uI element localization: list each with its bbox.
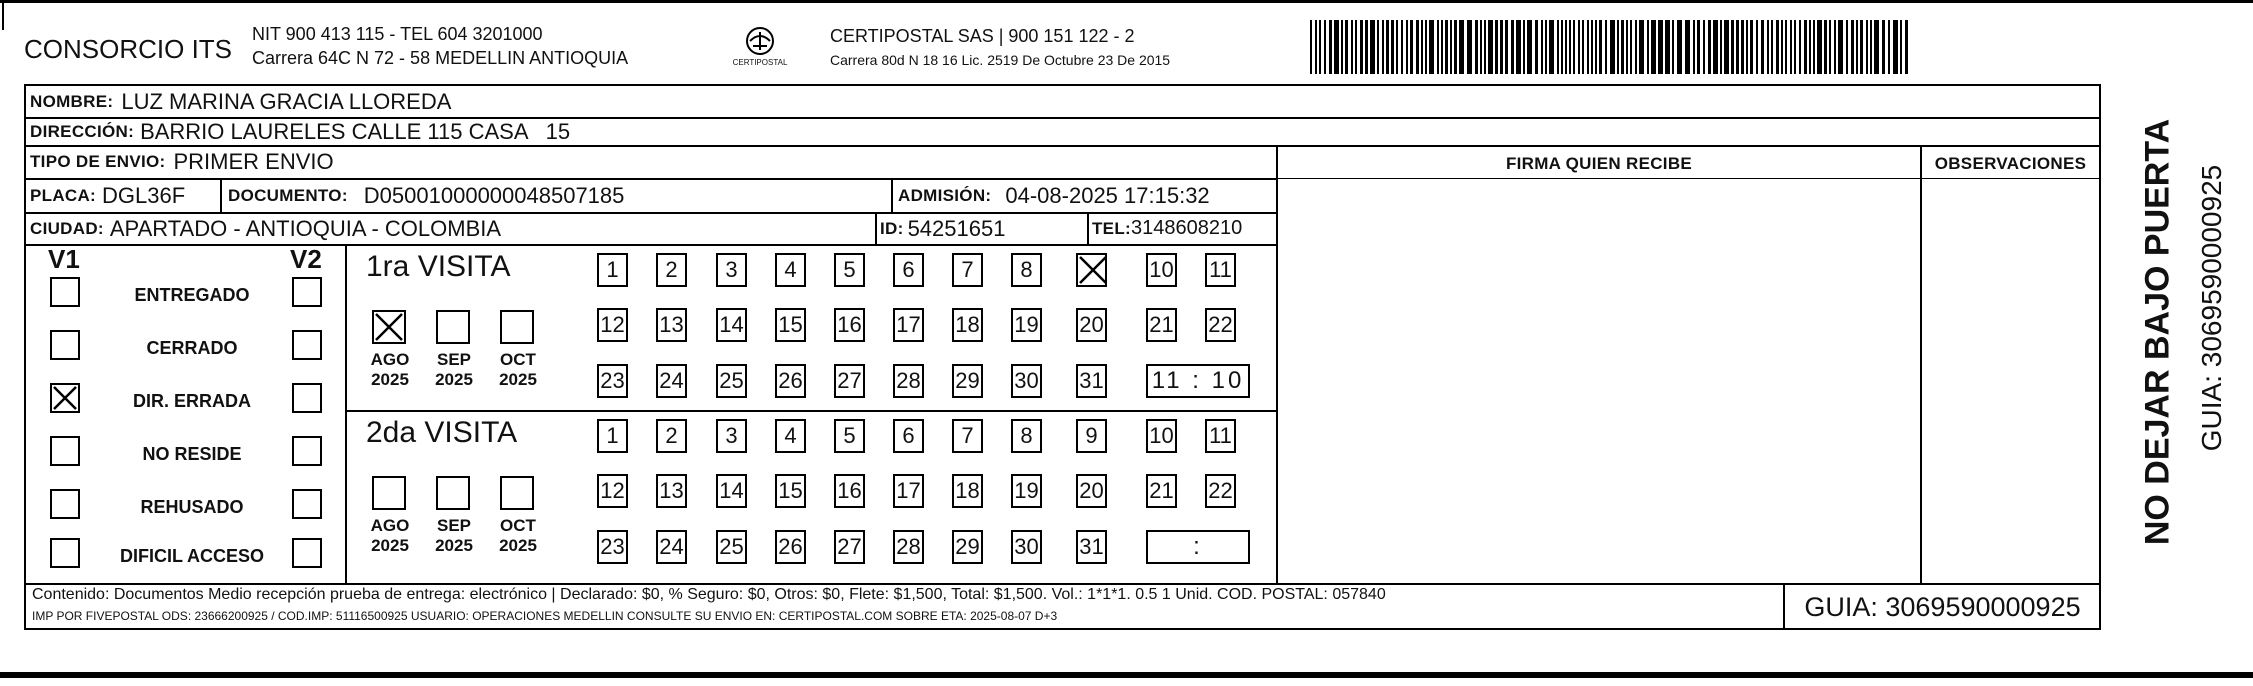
placa-cell (30, 179, 185, 212)
day-box[interactable]: 10 (1146, 253, 1177, 287)
day-box[interactable]: 11 (1205, 253, 1236, 287)
tipo-value: PRIMER ENVIO (173, 149, 334, 174)
footer-content-line: Contenido: Documentos Medio recepción prueba de entrega: electrónico | Declarado: $0, % Seguro: $0, Otros: $0, Flete: $1,500, Total: $1,500. Vol.: 1*1*1. 0.5 1 Unid. COD. POSTAL: 057840 (32, 586, 1386, 603)
day-box[interactable]: 31 (1076, 364, 1107, 398)
day-box[interactable]: 10 (1146, 419, 1177, 453)
barcode-bar (1870, 20, 1872, 74)
month-year: 2025 (435, 370, 473, 389)
barcode-bar (1495, 20, 1498, 74)
barcode-bar (1761, 20, 1764, 74)
x-mark-icon (50, 383, 80, 413)
day-box[interactable]: 4 (775, 253, 806, 287)
month-label (492, 350, 544, 390)
v2-checkbox[interactable] (292, 489, 322, 519)
barcode-bar (1315, 20, 1317, 74)
bottom-cut-line (0, 672, 2253, 678)
barcode-bar (1360, 20, 1363, 74)
barcode-bar (1799, 20, 1801, 74)
barcode-bar (1639, 20, 1644, 74)
barcode-bar (1425, 20, 1427, 74)
time-box[interactable]: 11 : 10 (1146, 364, 1250, 398)
month-year: 2025 (371, 370, 409, 389)
day-box[interactable]: 25 (716, 530, 747, 564)
x-mark-icon (1076, 253, 1110, 287)
visit-divider (345, 410, 1276, 412)
ciudad-value: APARTADO - ANTIOQUIA - COLOMBIA (109, 215, 502, 241)
company-address: Carrera 64C N 72 - 58 MEDELLIN ANTIOQUIA (252, 48, 629, 68)
barcode (1310, 20, 1916, 74)
day-box[interactable]: 28 (893, 530, 924, 564)
barcode-bar (1370, 20, 1375, 74)
barcode-bar (1341, 20, 1343, 74)
barcode-bar (1587, 20, 1589, 74)
barcode-bar (1900, 20, 1902, 74)
barcode-bar (1685, 20, 1690, 74)
v1-checkbox[interactable] (50, 383, 80, 413)
month-year: 2025 (435, 536, 473, 555)
barcode-bar (1610, 20, 1615, 74)
barcode-bar (1720, 20, 1722, 74)
day-box[interactable]: 6 (893, 253, 924, 287)
day-box[interactable]: 19 (1011, 474, 1042, 508)
month-label (492, 516, 544, 556)
day-box[interactable]: 8 (1011, 419, 1042, 453)
barcode-bar (1736, 20, 1739, 74)
day-box[interactable]: 2 (656, 253, 687, 287)
barcode-bar (1713, 20, 1718, 74)
visit-2-title: 2da VISITA (366, 416, 518, 449)
v2-checkbox[interactable] (292, 436, 322, 466)
month-year: 2025 (499, 370, 537, 389)
barcode-bar (1377, 20, 1379, 74)
month-checkbox[interactable] (500, 476, 534, 510)
barcode-bar (1776, 20, 1779, 74)
barcode-bar (1626, 20, 1628, 74)
logo-text: CERTIPOSTAL (732, 58, 788, 67)
barcode-bar (1450, 20, 1452, 74)
barcode-bar (1804, 20, 1807, 74)
v1-checkbox[interactable] (50, 538, 80, 568)
barcode-bar (1386, 20, 1389, 74)
barcode-bar (1599, 20, 1602, 74)
status-label: REHUSADO (140, 497, 244, 517)
barcode-bar (1665, 20, 1670, 74)
admision-value: 04-08-2025 17:15:32 (1005, 182, 1210, 208)
day-box[interactable]: 20 (1076, 474, 1107, 508)
day-box[interactable]: 6 (893, 419, 924, 453)
day-box[interactable]: 24 (656, 364, 687, 398)
day-box[interactable]: 15 (775, 308, 806, 342)
barcode-bar (1731, 20, 1734, 74)
day-box[interactable]: 1 (597, 419, 628, 453)
barcode-bar (1334, 20, 1339, 74)
day-box[interactable]: 26 (775, 530, 806, 564)
tel-label: TEL: (1092, 218, 1131, 238)
col-divider (1087, 212, 1089, 244)
barcode-bar (1781, 20, 1783, 74)
day-box[interactable]: 8 (1011, 253, 1042, 287)
side-warning: NO DEJAR BAJO PUERTA (2138, 118, 2177, 546)
barcode-bar (1846, 20, 1848, 74)
barcode-bar (1527, 20, 1532, 74)
month-label (364, 516, 416, 556)
direccion-row (30, 118, 570, 146)
id-label: ID: (880, 218, 904, 238)
barcode-bar (1621, 20, 1624, 74)
col-divider (345, 244, 347, 583)
barcode-bar (1324, 20, 1326, 74)
day-box[interactable]: 31 (1076, 530, 1107, 564)
barcode-bar (1557, 20, 1559, 74)
day-box[interactable]: 26 (775, 364, 806, 398)
day-box[interactable]: 2 (656, 419, 687, 453)
barcode-bar (1565, 20, 1567, 74)
month-checkbox[interactable] (372, 476, 406, 510)
barcode-bar (1578, 20, 1580, 74)
barcode-bar (1421, 20, 1423, 74)
table-bottom (24, 628, 2101, 630)
barcode-bar (1484, 20, 1486, 74)
barcode-bar (1647, 20, 1649, 74)
tel-cell (1092, 213, 1242, 244)
barcode-bar (1573, 20, 1575, 74)
footer-guia: GUIA: 3069590000925 (1804, 592, 2081, 622)
month-checkbox[interactable] (372, 310, 406, 344)
day-box[interactable]: 4 (775, 419, 806, 453)
id-value: 54251651 (907, 215, 1006, 241)
barcode-bar (1856, 20, 1858, 74)
barcode-bar (1741, 20, 1744, 74)
barcode-bar (1785, 20, 1787, 74)
day-box[interactable]: 27 (834, 364, 865, 398)
day-box[interactable]: 23 (597, 530, 628, 564)
time-box[interactable]: : (1146, 530, 1250, 564)
day-box[interactable]: 13 (656, 474, 687, 508)
documento-cell (228, 179, 624, 212)
day-box[interactable]: 17 (893, 308, 924, 342)
barcode-bar (1475, 20, 1478, 74)
barcode-bar (1635, 20, 1637, 74)
side-guia: GUIA: 3069590000925 (2196, 164, 2227, 452)
barcode-bar (1874, 20, 1879, 74)
barcode-bar (1834, 20, 1836, 74)
day-box[interactable]: 20 (1076, 308, 1107, 342)
day-box[interactable]: 13 (656, 308, 687, 342)
day-box[interactable]: 7 (952, 419, 983, 453)
barcode-bar (1416, 20, 1419, 74)
barcode-bar (1410, 20, 1413, 74)
day-box[interactable]: 29 (952, 530, 983, 564)
barcode-bar (1445, 20, 1448, 74)
x-mark-icon (372, 310, 406, 344)
placa-label: PLACA: (30, 185, 97, 205)
barcode-bar (1617, 20, 1619, 74)
month-year: 2025 (371, 536, 409, 555)
placa-value: DGL36F (102, 182, 186, 208)
row-line (24, 583, 2101, 585)
row-line (1278, 178, 2101, 179)
month-label (428, 516, 480, 556)
month-name: SEP (436, 350, 472, 369)
day-box[interactable]: 1 (597, 253, 628, 287)
day-box[interactable]: 5 (834, 419, 865, 453)
barcode-bar (1319, 20, 1321, 74)
month-checkbox[interactable] (436, 310, 470, 344)
day-box[interactable]: 18 (952, 474, 983, 508)
status-label: ENTREGADO (134, 285, 250, 305)
barcode-bar (1329, 20, 1332, 74)
barcode-bar (1794, 20, 1796, 74)
nombre-value: LUZ MARINA GRACIA LLOREDA (121, 88, 452, 114)
day-box[interactable]: 7 (952, 253, 983, 287)
barcode-bar (1500, 20, 1503, 74)
day-box[interactable]: 11 (1205, 419, 1236, 453)
day-box[interactable] (1076, 253, 1107, 287)
admision-cell (898, 179, 1210, 212)
ciudad-cell (30, 213, 501, 244)
left-margin-mark (2, 0, 4, 30)
day-box[interactable]: 30 (1011, 530, 1042, 564)
status-label: DIR. ERRADA (132, 391, 251, 411)
status-label: CERRADO (146, 338, 238, 358)
barcode-bar (1905, 20, 1908, 74)
nombre-row (30, 86, 451, 117)
barcode-bar (1382, 20, 1384, 74)
tel-value: 3148608210 (1130, 217, 1243, 239)
barcode-bar (1535, 20, 1538, 74)
col-divider (1276, 145, 1278, 583)
v2-checkbox[interactable] (292, 383, 322, 413)
day-box[interactable]: 22 (1205, 308, 1236, 342)
barcode-bar (1595, 20, 1597, 74)
barcode-bar (1697, 20, 1700, 74)
day-box[interactable]: 5 (834, 253, 865, 287)
barcode-bar (1391, 20, 1394, 74)
barcode-bar (1882, 20, 1885, 74)
ciudad-label: CIUDAD: (30, 218, 104, 238)
footer-print-line: IMP POR FIVEPOSTAL ODS: 23666200925 / COD.IMP: 51116500925 USUARIO: OPERACIONES MEDELLIN CONSULTE SU ENVIO EN: CERTIPOSTAL.COM SOBRE ETA: 2025-08-07 D+3 (32, 609, 1058, 623)
day-box[interactable]: 24 (656, 530, 687, 564)
barcode-bar (1582, 20, 1584, 74)
admision-label: ADMISIÓN: (898, 185, 992, 205)
barcode-bar (1658, 20, 1663, 74)
id-cell (880, 213, 1005, 244)
month-name: AGO (370, 516, 410, 535)
barcode-bar (1569, 20, 1571, 74)
month-label (428, 350, 480, 390)
barcode-bar (1365, 20, 1368, 74)
barcode-bar (1708, 20, 1711, 74)
barcode-bar (1437, 20, 1439, 74)
month-label (364, 350, 416, 390)
barcode-bar (1541, 20, 1543, 74)
v1-checkbox[interactable] (50, 489, 80, 519)
day-box[interactable]: 3 (716, 253, 747, 287)
barcode-bar (1345, 20, 1348, 74)
barcode-bar (1888, 20, 1890, 74)
barcode-bar (1838, 20, 1843, 74)
barcode-bar (1355, 20, 1357, 74)
day-box[interactable]: 14 (716, 308, 747, 342)
month-checkbox[interactable] (436, 476, 470, 510)
v1-checkbox[interactable] (50, 277, 80, 307)
barcode-bar (1813, 20, 1815, 74)
v1-checkbox[interactable] (50, 436, 80, 466)
day-box[interactable]: 19 (1011, 308, 1042, 342)
barcode-bar (1459, 20, 1464, 74)
barcode-bar (1860, 20, 1863, 74)
month-checkbox[interactable] (500, 310, 534, 344)
day-box[interactable]: 25 (716, 364, 747, 398)
v1-checkbox[interactable] (50, 330, 80, 360)
barcode-bar (1511, 20, 1514, 74)
col-divider (1783, 583, 1785, 630)
carrier-address: Carrera 80d N 18 16 Lic. 2519 De Octubre 23 De 2015 (830, 52, 1171, 68)
carrier-name: CERTIPOSTAL SAS | 900 151 122 - 2 (830, 26, 1135, 46)
barcode-bar (1523, 20, 1525, 74)
barcode-bar (1310, 20, 1312, 74)
day-box[interactable]: 30 (1011, 364, 1042, 398)
day-box[interactable]: 21 (1146, 308, 1177, 342)
barcode-bar (1724, 20, 1729, 74)
status-label: DIFICIL ACCESO (119, 546, 264, 566)
day-box[interactable]: 14 (716, 474, 747, 508)
barcode-bar (1851, 20, 1854, 74)
status-label: NO RESIDE (142, 444, 242, 464)
month-name: AGO (370, 350, 410, 369)
day-box[interactable]: 15 (775, 474, 806, 508)
month-name: SEP (436, 516, 472, 535)
barcode-bar (1406, 20, 1408, 74)
barcode-bar (1672, 20, 1674, 74)
row-line (24, 244, 1278, 246)
barcode-bar (1351, 20, 1353, 74)
barcode-bar (1545, 20, 1547, 74)
barcode-bar (1401, 20, 1403, 74)
tipo-row (30, 146, 334, 178)
table-left (24, 84, 26, 630)
month-name: OCT (500, 350, 536, 369)
day-box[interactable]: 16 (834, 308, 865, 342)
company-name: CONSORCIO ITS (24, 34, 233, 64)
barcode-bar (1561, 20, 1563, 74)
barcode-bar (1893, 20, 1898, 74)
day-box[interactable]: 9 (1076, 419, 1107, 453)
certipostal-logo (728, 24, 792, 72)
barcode-bar (1809, 20, 1811, 74)
day-box[interactable]: 28 (893, 364, 924, 398)
barcode-bar (1693, 20, 1695, 74)
barcode-bar (1505, 20, 1508, 74)
barcode-bar (1605, 20, 1607, 74)
barcode-bar (1488, 20, 1493, 74)
table-right (2099, 84, 2101, 630)
firma-label: FIRMA QUIEN RECIBE (1505, 154, 1693, 173)
v2-checkbox[interactable] (292, 277, 322, 307)
v2-label: V2 (290, 244, 322, 274)
v1-label: V1 (48, 244, 80, 274)
day-box[interactable]: 22 (1205, 474, 1236, 508)
barcode-bar (1441, 20, 1443, 74)
barcode-bar (1790, 20, 1792, 74)
barcode-bar (1651, 20, 1656, 74)
day-box[interactable]: 16 (834, 474, 865, 508)
col-divider (220, 178, 222, 212)
top-border (0, 0, 2253, 3)
col-divider (891, 178, 893, 212)
barcode-bar (1866, 20, 1868, 74)
barcode-bar (1746, 20, 1748, 74)
col-divider (1920, 145, 1922, 583)
direccion-value: BARRIO LAURELES CALLE 115 CASA 15 (140, 119, 571, 144)
documento-value: D05001000000048507185 (363, 182, 625, 208)
barcode-bar (1677, 20, 1682, 74)
observaciones-label: OBSERVACIONES (1934, 154, 2087, 173)
direccion-label: DIRECCIÓN: (30, 122, 135, 141)
barcode-bar (1750, 20, 1753, 74)
day-box[interactable]: 3 (716, 419, 747, 453)
day-box[interactable]: 12 (597, 474, 628, 508)
documento-label: DOCUMENTO: (228, 185, 348, 205)
visit-1-title: 1ra VISITA (366, 250, 511, 283)
day-box[interactable]: 18 (952, 308, 983, 342)
company-nit: NIT 900 413 115 - TEL 604 3201000 (252, 24, 543, 44)
tipo-label: TIPO DE ENVIO: (30, 152, 166, 171)
day-box[interactable]: 27 (834, 530, 865, 564)
col-divider (875, 212, 877, 244)
v2-checkbox[interactable] (292, 330, 322, 360)
barcode-bar (1630, 20, 1632, 74)
barcode-bar (1756, 20, 1758, 74)
barcode-bar (1591, 20, 1593, 74)
nombre-label: NOMBRE: (30, 91, 114, 111)
barcode-bar (1516, 20, 1521, 74)
barcode-bar (1549, 20, 1554, 74)
barcode-bar (1824, 20, 1827, 74)
barcode-bar (1467, 20, 1472, 74)
barcode-bar (1429, 20, 1434, 74)
barcode-bar (1396, 20, 1398, 74)
day-box[interactable]: 21 (1146, 474, 1177, 508)
v2-checkbox[interactable] (292, 538, 322, 568)
barcode-bar (1454, 20, 1457, 74)
barcode-bar (1829, 20, 1831, 74)
barcode-bar (1480, 20, 1482, 74)
day-box[interactable]: 17 (893, 474, 924, 508)
month-name: OCT (500, 516, 536, 535)
day-box[interactable]: 29 (952, 364, 983, 398)
barcode-bar (1703, 20, 1705, 74)
barcode-bar (1771, 20, 1773, 74)
barcode-bar (1817, 20, 1822, 74)
month-year: 2025 (499, 536, 537, 555)
barcode-bar (1767, 20, 1769, 74)
day-box[interactable]: 12 (597, 308, 628, 342)
day-box[interactable]: 23 (597, 364, 628, 398)
